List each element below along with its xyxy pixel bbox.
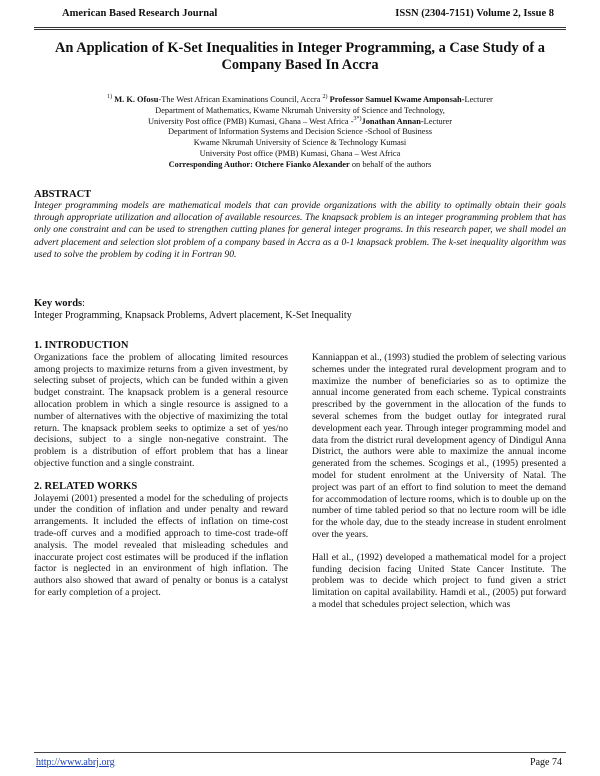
intro-heading: 1. INTRODUCTION [34, 340, 129, 351]
journal-name: American Based Research Journal [62, 8, 218, 19]
header-rule [34, 27, 566, 30]
author-affiliations: $^{1)}$ M. K. Ofosu-The West African Examinations Council, Accra $^{2)}$ Professor Samuel Kwame Amponsah-Lecturer Department of Mathematics, Kwame Nkrumah University of Science and Technology, University Post office (PMB) Kumasi, Ghana – West Africa -$^{3*)}$Jonathan Annan-Lecturer Department of Information Systems and Decision Science -School of Business Kwame Nkrumah University of Science & Technology Kumasi University Post office (PMB) Kumasi, Ghana – West Africa Corresponding Author: Otchere Fianko Alexander on behalf of the authors [60, 95, 540, 171]
right-paragraph-1: Kanniappan et al., (1993) studied the problem of selecting various schemes under the integrated rural development program and to maximize the number of beneficiaries so as to optimize the annual income generated from each scheme. Typical constraints prescribed by the government in the allocation of the funds to several schemes from the budget outlay for integrated rural development each year. Through integer programming model and data from the district rural development agency of Dindigul Anna District, the authors were able to maximize the annual income generated from the schemes. Scogings et al., (1995) presented a model for student enrolment at the University of Natal. The project was part of an effort to find solution to meet the demand for accommodation of lecture rooms, which is to double up on the number of time tabled period so that no lecture room will be idle for the whole day, due to the steady increase in student enrolment over the years. [312, 352, 566, 540]
paper-title: An Application of K-Set Inequalities in Integer Programming, a Case Study of a Company Based In Accra [55, 40, 545, 73]
keywords-text: Integer Programming, Knapsack Problems, Advert placement, K-Set Inequality [34, 310, 352, 321]
footer-url-link[interactable]: http://www.abrj.org [36, 757, 115, 768]
left-column [34, 340, 288, 599]
author-amponsah: Professor Samuel Kwame Amponsah- [329, 95, 465, 104]
page-number: Page 74 [530, 757, 562, 768]
right-paragraph-2: Hall et al., (1992) developed a mathematical model for a project funding decision facing United State Cancer Institute. The problem was to decide which project to fund given a strict limitation on capital availability. Hamdi et al., (2005) put forward a model that schedules project selection, which was [312, 551, 566, 610]
author-line-1: $^{1)}$ M. K. Ofosu-The West African Examinations Council, Accra $^{2)}$ Professor Samuel Kwame Amponsah-Lecturer [107, 94, 493, 104]
right-column [312, 352, 566, 611]
abstract-heading: ABSTRACT [34, 189, 92, 200]
related-text: Jolayemi (2001) presented a model for the scheduling of projects under the condition of inflation and under penalty and reward arrangements. It included the effects of inflation on time-cost trade-off curves and a modified approach to time-cost trade-off analysis. The model revealed that misleading schedules and inaccurate project cost estimates will be produced if the inflation factor is neglected in an environment of high inflation. The authors also showed that award of penalty or bonus is a catalyst for early completion of a project. [34, 492, 288, 598]
footer-rule [34, 752, 566, 753]
abstract-section [34, 189, 566, 261]
running-header [40, 6, 560, 26]
issn-info: ISSN (2304-7151) Volume 2, Issue 8 [395, 8, 554, 19]
related-heading: 2. RELATED WORKS [34, 480, 138, 492]
author-annan: Jonathan Annan- [361, 116, 424, 126]
author-ofosu: M. K. Ofosu [114, 95, 159, 104]
corresponding-author: Corresponding Author: Otchere Fianko Alexander on behalf of the authors [168, 159, 432, 169]
keywords-heading: Key words [34, 298, 83, 309]
intro-text: Organizations face the problem of allocating limited resources among projects to maximize returns from a given investment, by selecting subset of projects, which can be funded within a given budget constraint. The knapsack problem is a general resource allocation problem in which a single resource is assigned to a number of alternatives with the objective of maximizing the total return. The knapsack problem seeks to optimize a set of yes/no decisions, subject to a single non-negative constraint. The problem is a distribution of effort problem that has a linear objective function and a single constraint. [34, 351, 288, 469]
keywords-section: Key words: Integer Programming, Knapsack Problems, Advert placement, K-Set Inequality [34, 298, 566, 322]
abstract-text: Integer programming models are mathematical models that can provide organizations with the ability to optimally obtain their goals through appropriate utilization and allocation of available resources. The knapsack problem is an integer programming problem that has only one constraint and can be used to strengthen cutting planes for general integer programs. In this research paper, we shall model an advert placement and selection slot problem of a company based in Accra as a 0-1 knapsack problem. The k-set inequality algorithm was used to solve the problem by coding it in Fortran 90. [34, 200, 566, 260]
